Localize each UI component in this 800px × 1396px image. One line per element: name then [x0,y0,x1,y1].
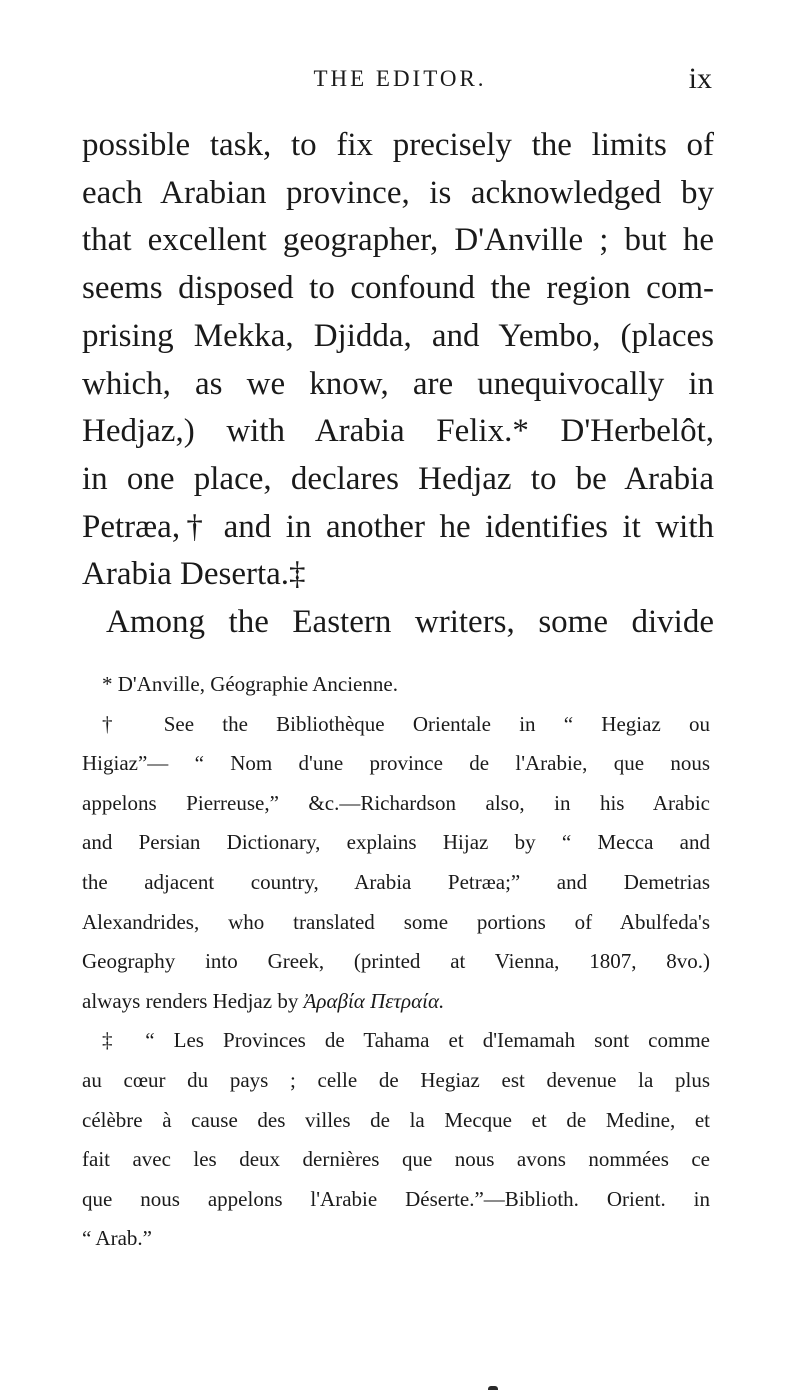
footnote-line: Geography into Greek, (printed at Vienna, 1807, 8vo.) [82,949,710,974]
body-line: Petræa,† and in another he identifies it with [82,508,714,545]
footnote-line: ‡ “ Les Provinces de Tahama et d'Iemamah sont comme [102,1028,710,1053]
footnote-line: célèbre à cause des villes de la Mecque et de Medine, et [82,1107,710,1132]
footnote-line: que nous appelons l'Arabie Déserte.”—Biblioth. Orient. in [82,1186,710,1211]
footnote-line: au cœur du pays ; celle de Hegiaz est devenue la plus [82,1067,710,1092]
body-line: which, as we know, are unequivocally in [82,365,714,402]
body-line: each Arabian province, is acknowledged by [82,174,714,211]
footnote-line: “ Arab.” [82,1226,152,1251]
main-text [82,122,714,647]
greek-phrase: Ἀραβία Πετραία. [303,988,445,1013]
running-head [0,62,800,106]
body-line: possible task, to fix precisely the limits of [82,127,714,163]
footnote-line-text: always renders Hedjaz by [82,988,299,1013]
body-line: that excellent geographer, D'Anville ; but he [82,222,714,259]
body-line: prising Mekka, Djidda, and Yembo, (places [82,317,714,354]
body-line-paragraph-start: Among the Eastern writers, some divide [106,604,714,641]
running-title: THE EDITOR. [313,66,487,91]
body-line: Hedjaz,) with Arabia Felix.* D'Herbelôt, [82,413,714,450]
footnote-line: and Persian Dictionary, explains Hijaz by “ Mecca and [82,830,710,855]
footnote-line: fait avec les deux dernières que nous avons nommées ce [82,1147,710,1172]
footnote-line: the adjacent country, Arabia Petræa;” and Demetrias [82,869,710,894]
footnote-line-greek [82,982,710,1022]
footnote-line: * D'Anville, Géographie Ancienne. [102,672,398,696]
footnote-line: Higiaz”— “ Nom d'une province de l'Arabie, que nous [82,751,710,776]
body-line: seems disposed to confound the region com- [82,270,714,307]
page-number: ix [688,62,712,95]
footnote-line: Alexandrides, who translated some portions of Abulfeda's [82,909,710,934]
body-line: in one place, declares Hedjaz to be Arabia [82,460,714,497]
body-line: Arabia Deserta.‡ [82,556,306,593]
footnote-line: † See the Bibliothèque Orientale in “ Hegiaz ou [102,711,710,736]
footnotes [82,665,710,1259]
footnote-line: appelons Pierreuse,” &c.—Richardson also, in his Arabic [82,790,710,815]
ink-speck [488,1386,498,1390]
